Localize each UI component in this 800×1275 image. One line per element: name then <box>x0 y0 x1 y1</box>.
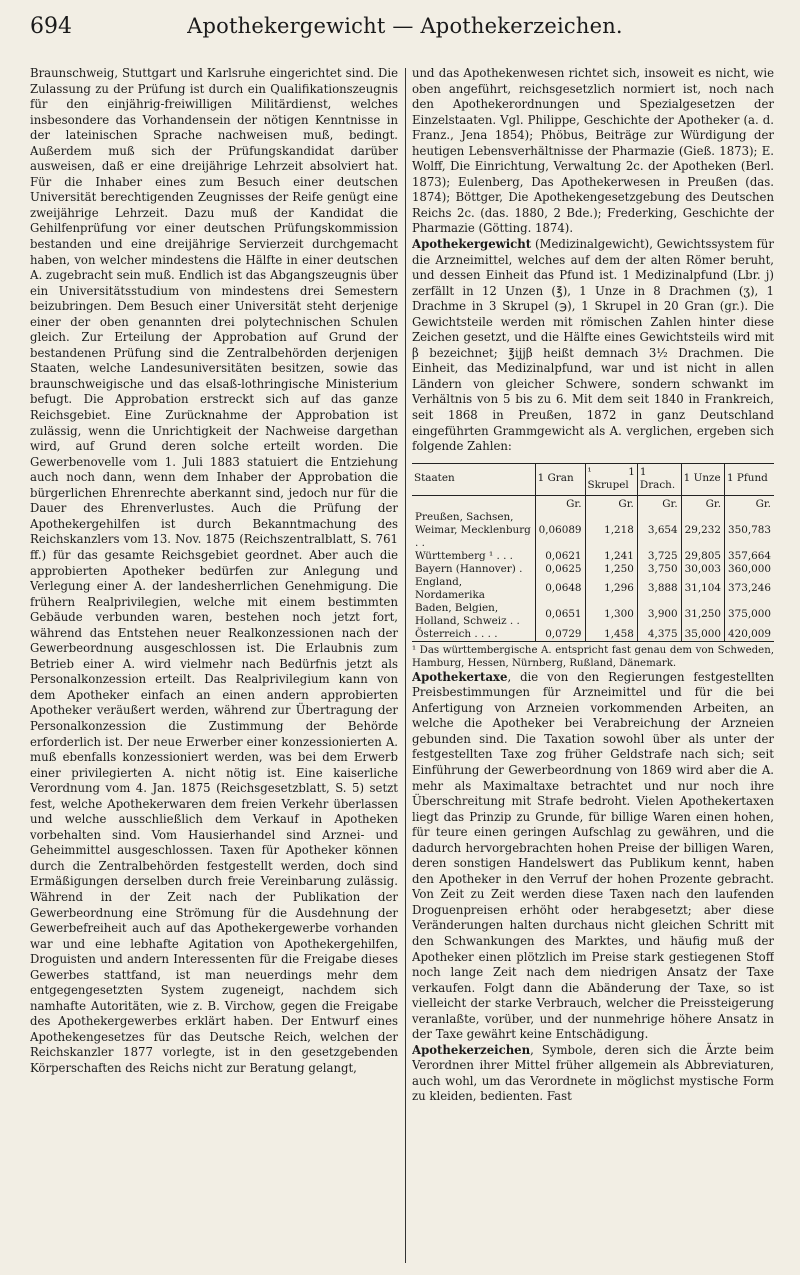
unit-cell: Gr. <box>637 495 681 511</box>
state-cell: Bayern (Hannover) . <box>415 562 523 575</box>
value-cell: 0,0625 <box>535 563 585 576</box>
unit-cell: Gr. <box>725 495 774 511</box>
table-row <box>412 563 774 576</box>
unit-cell: Gr. <box>681 495 724 511</box>
state-cell: Baden, Belgien, Holland, Schweiz . . <box>415 601 520 627</box>
value-cell: 420,009 <box>725 628 774 642</box>
table-header-row <box>412 463 774 495</box>
entry-apothekertaxe <box>412 670 774 1043</box>
entry-body-apothekertaxe: , die von den Regierungen festgestellten Preisbestimmungen für Arzneimittel und für die bei Anfertigung von Arzneien vorkommenden Arbeiten, an welche die Apotheker bei Verabreichung der Arzneien gebunden sind. Die Taxation sowohl über als unter der festgestellten Taxe zog früher Geldstrafe nach sich; seit Einführung der Gewerbeordnung von 1869 wird aber die A. mehr als Maximaltaxe betrachtet und nur noch ihre Überschreitung mit Strafe bedroht. Vielen Apothekertaxen liegt das Prinzip zu Grunde, für billige Waren einen hohen, für teure einen geringen Aufschlag zu gewähren, und die dadurch hervorgebrachten hohen Preise der billigen Waren, deren sonstigen Handelswert das Publikum kennt, haben den Apotheker in den Verruf der hohen Prozente gebracht. Von Zeit zu Zeit werden diese Taxen nach den laufenden Droguenpreisen erhöht oder herabgesetzt; aber diese Veränderungen halten durchaus nicht gleichen Schritt mit den Schwankungen des Marktes, und häufig muß der Apotheker einen plötzlich im Preise stark gestiegenen Stoff noch lange Zeit nach dem niedrigen Ansatz der Taxe verkaufen. Folgt dann die Abänderung der Taxe, so ist vielleicht der starke Verbrauch, welcher die Preissteigerung veranlaßte, vorüber, und der nunmehrige höhere Ansatz in der Taxe gewährt keine Entschädigung. <box>412 669 774 1042</box>
value-cell: 29,805 <box>681 550 724 563</box>
value-cell: 3,725 <box>637 550 681 563</box>
page-header <box>30 14 770 46</box>
value-cell: 0,0729 <box>535 628 585 642</box>
value-cell: 373,246 <box>725 576 774 602</box>
col-header-unze: 1 Unze <box>681 463 724 495</box>
value-cell: 31,104 <box>681 576 724 602</box>
table-row <box>412 550 774 563</box>
running-head: Apothekergewicht — Apothekerzeichen. <box>187 14 623 38</box>
value-cell: 0,0651 <box>535 602 585 628</box>
value-cell: 350,783 <box>725 511 774 550</box>
entry-head-apothekertaxe: Apothekertaxe <box>412 669 508 684</box>
value-cell: 3,888 <box>637 576 681 602</box>
col-header-pfund: 1 Pfund <box>725 463 774 495</box>
value-cell: 1,218 <box>585 511 637 550</box>
references-paragraph: und das Apothekenwesen richtet sich, insoweit es nicht, wie oben angeführt, reichsgesetzlich normiert ist, noch nach den Apothekerordnungen und Spezialgesetzen der Einzelstaaten. Vgl. Philippe, Geschichte der Apotheker (a. d. Franz., Jena 1854); Phöbus, Beiträge zur Würdigung der heutigen Lebensverhältnisse der Pharmazie (Gieß. 1873); E. Wolff, Die Einrichtung, Verwaltung 2c. der Apotheken (Berl. 1873); Eulenberg, Das Apothekerwesen in Preußen (das. 1874); Böttger, Die Apothekengesetzgebung des Deutschen Reichs 2c. (das. 1880, 2 Bde.); Frederking, Geschichte der Pharmazie (Götting. 1874). <box>412 66 774 236</box>
value-cell: 3,900 <box>637 602 681 628</box>
table-row <box>412 576 774 602</box>
table-row <box>412 602 774 628</box>
entry-head-apothekerzeichen: Apothekerzeichen <box>412 1042 531 1057</box>
value-cell: 1,250 <box>585 563 637 576</box>
col-header-staaten: Staaten <box>412 463 535 495</box>
entry-body-apothekergewicht: (Medizinalgewicht), Gewichtssystem für die Arzneimittel, welches auf dem der alten Römer beruht, und dessen Einheit das Pfund ist. 1 Medizinalpfund (Lbr. j) zerfällt in 12 Unzen (℥), 1 Unze in 8 Drachmen (ʒ), 1 Drachme in 3 Skrupel (℈), 1 Skrupel in 20 Gran (gr.). Die Gewichtsteile werden mit römischen Zahlen hinter diese Zeichen gesetzt, und die Hälfte eines Gewichtsteils wird mit β bezeichnet; ℥ijjβ heißt demnach 3½ Drachmen. Die Einheit, das Medizinalpfund, war und ist nicht in allen Ländern von gleicher Schwere, sondern schwankt im Verhältnis von 5 bis zu 6. Mit dem seit 1840 in Frankreich, seit 1868 in Preußen, 1872 in ganz Deutschland eingeführten Grammgewicht als A. verglichen, ergeben sich folgende Zahlen: <box>412 237 774 454</box>
value-cell: 0,0621 <box>535 550 585 563</box>
table-row <box>412 628 774 642</box>
entry-apothekergewicht <box>412 237 774 455</box>
value-cell: 30,003 <box>681 563 724 576</box>
value-cell: 3,654 <box>637 511 681 550</box>
weight-table <box>412 463 774 642</box>
state-cell: Württemberg ¹ . . . <box>415 549 513 562</box>
value-cell: 0,0648 <box>535 576 585 602</box>
value-cell: 357,664 <box>725 550 774 563</box>
entry-head-apothekergewicht: Apothekergewicht <box>412 237 532 252</box>
unit-cell: Gr. <box>535 495 585 511</box>
table-units-row <box>412 495 774 511</box>
value-cell: 29,232 <box>681 511 724 550</box>
table-row <box>412 511 774 550</box>
value-cell: 4,375 <box>637 628 681 642</box>
value-cell: 1,458 <box>585 628 637 642</box>
page-number: 694 <box>30 14 72 39</box>
left-column <box>30 66 398 1265</box>
right-column <box>412 66 774 1265</box>
value-cell: 1,241 <box>585 550 637 563</box>
value-cell: 360,000 <box>725 563 774 576</box>
left-paragraph: Braunschweig, Stuttgart und Karlsruhe eingerichtet sind. Die Zulassung zu der Prüfung ist durch ein Qualifikationszeugnis für den einjährig-freiwilligen Militärdienst, welches insbesondere das Vorhandensein der nötigen Kenntnisse in der lateinischen Sprache nachweisen muß, bedingt. Außerdem muß sich der Prüfungskandidat darüber ausweisen, daß er eine dreijährige Lehrzeit absolviert hat. Für die Inhaber eines zum Besuch einer deutschen Universität berechtigenden Zeugnisses der Reife genügt eine zweijährige Lehrzeit. Dazu muß der Kandidat die Gehilfenprüfung vor einer deutschen Prüfungskommission bestanden und eine dreijährige Servierzeit durchgemacht haben, von welcher mindestens die Hälfte in einer deutschen A. zugebracht sein muß. Endlich ist das Abgangszeugnis über ein Universitätsstudium von mindestens drei Semestern beizubringen. Dem Besuch einer Universität steht derjenige einer der oben genannten drei polytechnischen Schulen gleich. Zur Erteilung der Approbation auf Grund der bestandenen Prüfung sind die Zentralbehörden derjenigen Staaten, welche Landesuniversitäten besitzen, sowie das braunschweigische und das elsaß-lothringische Ministerium befugt. Die Approbation erstreckt sich auf das ganze Reichsgebiet. Eine Zurücknahme der Approbation ist zulässig, wenn die Unrichtigkeit der Nachweise dargethan wird, auf Grund deren solche erteilt worden. Die Gewerbenovelle vom 1. Juli 1883 statuiert die Entziehung auch noch dann, wenn dem Inhaber der Approbation die bürgerlichen Ehrenrechte aberkannt sind, jedoch nur für die Dauer des Ehrenverlustes. Auch die Prüfung der Apothekergehilfen ist durch Bekanntmachung des Reichskanzlers vom 13. Nov. 1875 (Reichszentralblatt, S. 761 ff.) für das gesamte Reichsgebiet geordnet. Aber auch die approbierten Apotheker bedürfen zur Anlegung und Verlegung einer A. der landesherrlichen Genehmigung. Die frühern Realprivilegien, welche mit einem bestimmten Gebäude verbunden waren, bestehen noch jetzt fort, während das Entstehen neuer Realkonzessionen nach der Gewerbeordnung ausgeschlossen ist. Die Erlaubnis zum Betrieb einer A. wird vielmehr nach Bedürfnis jetzt als Personalkonzession erteilt. Das Realprivilegium kann von dem Apotheker einfach an einen andern approbierten Apotheker veräußert werden, während zur Übertragung der Personalkonzession die Zustimmung der Behörde erforderlich ist. Der neue Erwerber einer konzessionierten A. muß ebenfalls konzessioniert werden, was bei dem Erwerb einer privilegierten A. nicht nötig ist. Eine kaiserliche Verordnung vom 4. Jan. 1875 (Reichsgesetzblatt, S. 5) setzt fest, welche Apothekerwaren dem freien Verkehr überlassen und welche ausschließlich dem Verkauf in Apotheken vorbehalten sind. Vom Hausierhandel sind Arznei- und Geheimmittel ausgeschlossen. Taxen für Apotheker können durch die Zentralbehörden festgestellt werden, doch sind Ermäßigungen derselben durch freie Vereinbarung zulässig. Während in der Zeit nach der Publikation der Gewerbeordnung eine Strömung für die Ausdehnung der Gewerbefreiheit auch auf das Apothekergewerbe vorhanden war und eine lebhafte Agitation von Apothekergehilfen, Droguisten und andern Interessenten für die Freigabe dieses Gewerbes stattfand, ist man neuerdings mehr dem entgegengesetzten System zugeneigt, nachdem sich namhafte Autoritäten, wie z. B. Virchow, gegen die Freigabe des Apothekergewerbes erklärt haben. Der Entwurf eines Apothekengesetzes für das Deutsche Reich, welchen der Reichskanzler 1877 vorlegte, ist in den gesetzgebenden Körperschaften des Reichs nicht zur Beratung gelangt, <box>30 66 398 1075</box>
value-cell: 375,000 <box>725 602 774 628</box>
entry-body-apothekerzeichen: , Symbole, deren sich die Ärzte beim Verordnen ihrer Mittel früher allgemein als Abbreviaturen, auch wohl, um das Verordnete in möglichst mystische Form zu kleiden, bedienten. Fast <box>412 1042 774 1104</box>
value-cell: 3,750 <box>637 563 681 576</box>
value-cell: 31,250 <box>681 602 724 628</box>
unit-cell: Gr. <box>585 495 637 511</box>
value-cell: 1,296 <box>585 576 637 602</box>
value-cell: 1,300 <box>585 602 637 628</box>
entry-apothekerzeichen <box>412 1043 774 1105</box>
table-footnote: ¹ Das württembergische A. entspricht fast genau dem von Schweden, Hamburg, Hessen, Nürnberg, Rußland, Dänemark. <box>412 644 774 669</box>
value-cell: 0,06089 <box>535 511 585 550</box>
col-header-gran: 1 Gran <box>535 463 585 495</box>
value-cell: 35,000 <box>681 628 724 642</box>
state-cell: Österreich . . . . <box>412 628 535 642</box>
state-cell: Preußen, Sachsen, Weimar, Mecklenburg . . <box>415 510 531 549</box>
col-header-skrupel: ¹ 1 Skrupel <box>585 463 637 495</box>
column-divider <box>405 68 406 1263</box>
state-cell: England, Nordamerika <box>415 575 485 601</box>
col-header-drachme: 1 Drach. <box>637 463 681 495</box>
